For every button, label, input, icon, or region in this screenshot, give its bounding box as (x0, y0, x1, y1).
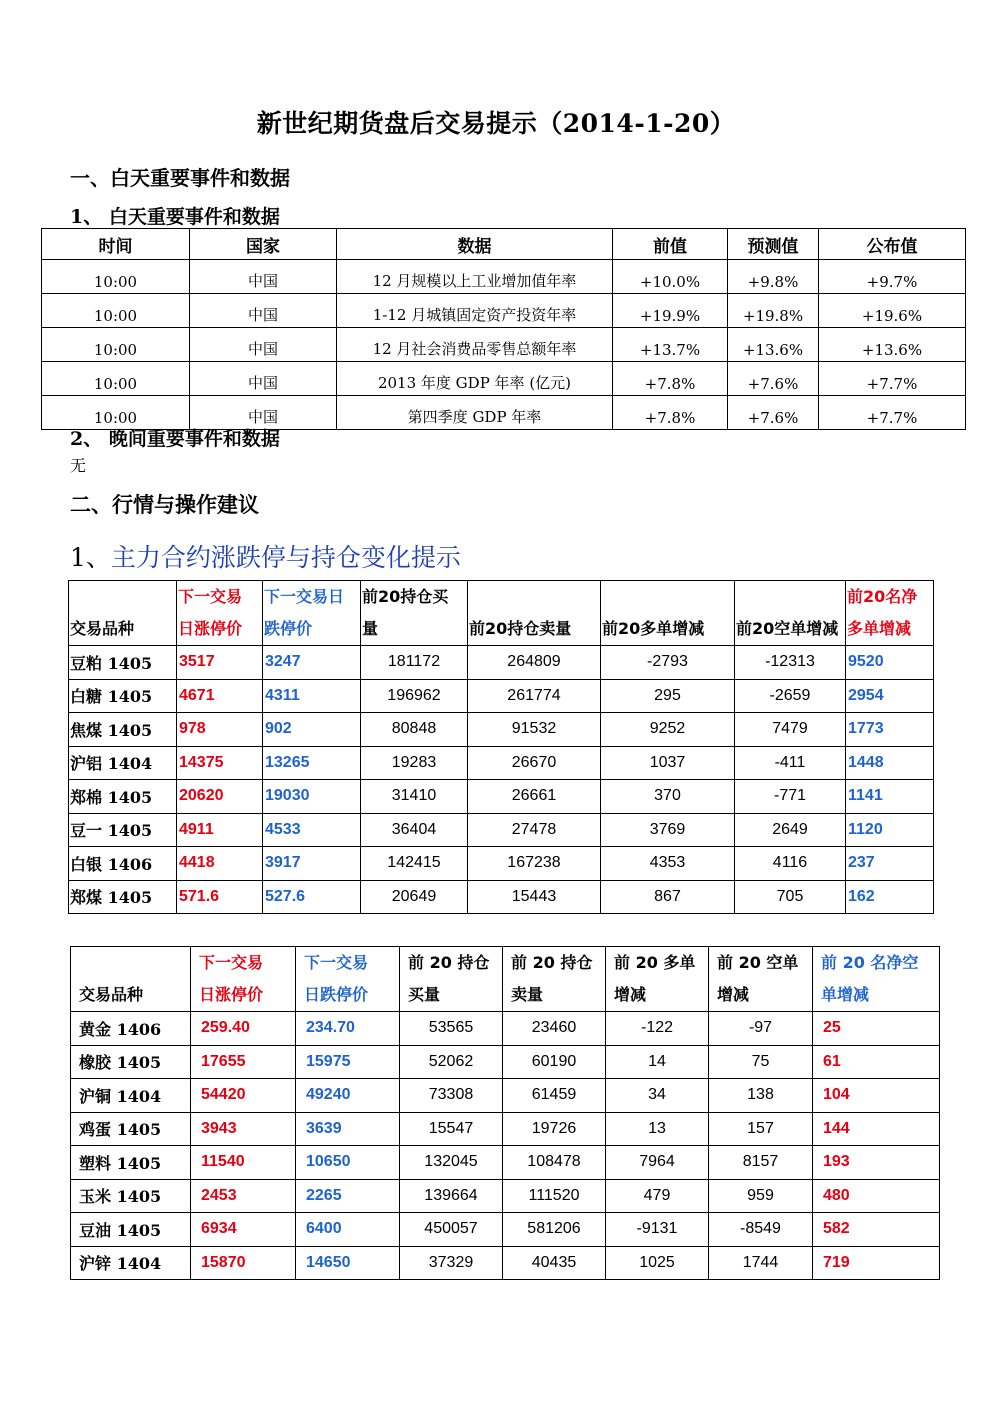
top20-short-change-cell: 138 (709, 1079, 813, 1113)
section2-sub1 (70, 538, 461, 574)
top20-sell-cell: 581206 (503, 1213, 606, 1247)
top20-net-change-cell: 719 (813, 1246, 940, 1280)
events-cell-data: 1-12 月城镇固定资产投资年率 (337, 294, 613, 328)
limit-down-cell: 13265 (263, 746, 361, 780)
limit-up-cell: 3517 (177, 646, 263, 680)
top20-long-change-cell: 370 (601, 780, 735, 814)
t1-header-down: 下一交易日 跌停价 (263, 581, 361, 646)
top20-buy-cell: 73308 (400, 1079, 503, 1113)
events-cell-country: 中国 (190, 328, 337, 362)
events-header-previous: 前值 (613, 229, 728, 260)
contract-cell: 焦煤 1405 (69, 713, 177, 747)
section2-sub1-number: 1、 (70, 543, 111, 572)
events-cell-forecast: +7.6% (728, 396, 819, 430)
limit-up-cell: 4911 (177, 813, 263, 847)
top20-buy-cell: 450057 (400, 1213, 503, 1247)
contract-cell: 白糖 1405 (69, 679, 177, 713)
top20-sell-cell: 27478 (468, 813, 601, 847)
events-cell-data: 第四季度 GDP 年率 (337, 396, 613, 430)
events-header-row (42, 229, 966, 260)
top20-sell-cell: 40435 (503, 1246, 606, 1280)
top20-buy-cell: 52062 (400, 1045, 503, 1079)
limit-down-cell: 527.6 (263, 880, 361, 914)
contract-cell: 橡胶 1405 (71, 1045, 191, 1079)
contract-cell: 豆一 1405 (69, 813, 177, 847)
top20-net-change-cell: 2954 (846, 679, 934, 713)
t1-header-short: 前20空单增减 (735, 581, 846, 646)
events-cell-previous: +7.8% (613, 362, 728, 396)
top20-sell-cell: 261774 (468, 679, 601, 713)
table-row (71, 1213, 940, 1247)
top20-short-change-cell: 959 (709, 1179, 813, 1213)
limit-up-cell: 3943 (191, 1112, 296, 1146)
top20-buy-cell: 132045 (400, 1146, 503, 1180)
contract-cell: 鸡蛋 1405 (71, 1112, 191, 1146)
events-cell-forecast: +13.6% (728, 328, 819, 362)
limit-down-cell: 10650 (296, 1146, 400, 1180)
top20-net-change-cell: 61 (813, 1045, 940, 1079)
events-cell-actual: +9.7% (819, 260, 966, 294)
top20-buy-cell: 15547 (400, 1112, 503, 1146)
events-row (42, 328, 966, 362)
top20-long-change-cell: -122 (606, 1012, 709, 1046)
top20-long-change-cell: 3769 (601, 813, 735, 847)
events-cell-previous: +19.9% (613, 294, 728, 328)
top20-long-change-cell: 295 (601, 679, 735, 713)
limit-table-1 (68, 580, 934, 914)
events-cell-time: 10:00 (42, 294, 190, 328)
section1-sub1: 1、 白天重要事件和数据 (70, 206, 280, 228)
top20-net-change-cell: 1141 (846, 780, 934, 814)
events-header-data: 数据 (337, 229, 613, 260)
top20-short-change-cell: 7479 (735, 713, 846, 747)
top20-net-change-cell: 1773 (846, 713, 934, 747)
top20-buy-cell: 53565 (400, 1012, 503, 1046)
contract-cell: 塑料 1405 (71, 1146, 191, 1180)
t2-header-down: 下一交易 日跌停价 (296, 947, 400, 1012)
top20-long-change-cell: 479 (606, 1179, 709, 1213)
table-row (69, 679, 934, 713)
top20-buy-cell: 36404 (361, 813, 468, 847)
top20-buy-cell: 19283 (361, 746, 468, 780)
t2-header-long: 前 20 多单 增减 (606, 947, 709, 1012)
limit-table-2-header-row (71, 947, 940, 1012)
table-row (69, 646, 934, 680)
top20-sell-cell: 264809 (468, 646, 601, 680)
top20-net-change-cell: 1448 (846, 746, 934, 780)
limit-up-cell: 259.40 (191, 1012, 296, 1046)
events-cell-country: 中国 (190, 362, 337, 396)
limit-down-cell: 234.70 (296, 1012, 400, 1046)
table-row (69, 713, 934, 747)
limit-up-cell: 11540 (191, 1146, 296, 1180)
t1-header-name: 交易品种 (69, 581, 177, 646)
events-cell-time: 10:00 (42, 260, 190, 294)
t1-header-up: 下一交易 日涨停价 (177, 581, 263, 646)
events-cell-data: 12 月社会消费品零售总额年率 (337, 328, 613, 362)
limit-down-cell: 3247 (263, 646, 361, 680)
contract-cell: 沪铜 1404 (71, 1079, 191, 1113)
events-cell-country: 中国 (190, 396, 337, 430)
contract-cell: 郑煤 1405 (69, 880, 177, 914)
top20-sell-cell: 111520 (503, 1179, 606, 1213)
t2-header-name: 交易品种 (71, 947, 191, 1012)
top20-sell-cell: 60190 (503, 1045, 606, 1079)
top20-buy-cell: 142415 (361, 847, 468, 881)
top20-sell-cell: 23460 (503, 1012, 606, 1046)
contract-cell: 豆油 1405 (71, 1213, 191, 1247)
t2-header-sell: 前 20 持仓 卖量 (503, 947, 606, 1012)
section1-heading: 一、白天重要事件和数据 (70, 166, 290, 190)
table-row (71, 1079, 940, 1113)
top20-long-change-cell: 9252 (601, 713, 735, 747)
table-row (69, 813, 934, 847)
top20-buy-cell: 31410 (361, 780, 468, 814)
top20-short-change-cell: -771 (735, 780, 846, 814)
t2-header-net: 前 20 名净空 单增减 (813, 947, 940, 1012)
top20-short-change-cell: -97 (709, 1012, 813, 1046)
top20-net-change-cell: 144 (813, 1112, 940, 1146)
top20-sell-cell: 26670 (468, 746, 601, 780)
table-row (71, 1012, 940, 1046)
top20-long-change-cell: 867 (601, 880, 735, 914)
contract-cell: 白银 1406 (69, 847, 177, 881)
section1-sub2: 2、 晚间重要事件和数据 (70, 428, 280, 450)
limit-down-cell: 2265 (296, 1179, 400, 1213)
top20-net-change-cell: 162 (846, 880, 934, 914)
limit-down-cell: 902 (263, 713, 361, 747)
events-cell-actual: +13.6% (819, 328, 966, 362)
top20-long-change-cell: 34 (606, 1079, 709, 1113)
contract-cell: 玉米 1405 (71, 1179, 191, 1213)
top20-sell-cell: 15443 (468, 880, 601, 914)
limit-down-cell: 15975 (296, 1045, 400, 1079)
events-cell-country: 中国 (190, 294, 337, 328)
events-cell-previous: +7.8% (613, 396, 728, 430)
events-cell-previous: +10.0% (613, 260, 728, 294)
limit-table-1-header-row (69, 581, 934, 646)
top20-buy-cell: 37329 (400, 1246, 503, 1280)
events-cell-forecast: +7.6% (728, 362, 819, 396)
limit-up-cell: 54420 (191, 1079, 296, 1113)
top20-short-change-cell: -12313 (735, 646, 846, 680)
t1-header-long: 前20多单增减 (601, 581, 735, 646)
table-row (69, 847, 934, 881)
top20-short-change-cell: -411 (735, 746, 846, 780)
limit-down-cell: 3639 (296, 1112, 400, 1146)
top20-buy-cell: 20649 (361, 880, 468, 914)
limit-up-cell: 17655 (191, 1045, 296, 1079)
top20-buy-cell: 80848 (361, 713, 468, 747)
events-row (42, 260, 966, 294)
t1-header-sell: 前20持仓卖量 (468, 581, 601, 646)
events-cell-previous: +13.7% (613, 328, 728, 362)
table-row (69, 746, 934, 780)
events-header-time: 时间 (42, 229, 190, 260)
t2-header-buy: 前 20 持仓 买量 (400, 947, 503, 1012)
limit-up-cell: 20620 (177, 780, 263, 814)
events-header-forecast: 预测值 (728, 229, 819, 260)
table-row (71, 1112, 940, 1146)
top20-sell-cell: 61459 (503, 1079, 606, 1113)
events-cell-time: 10:00 (42, 362, 190, 396)
events-cell-actual: +19.6% (819, 294, 966, 328)
limit-down-cell: 14650 (296, 1246, 400, 1280)
top20-sell-cell: 26661 (468, 780, 601, 814)
top20-long-change-cell: 1025 (606, 1246, 709, 1280)
events-cell-country: 中国 (190, 260, 337, 294)
limit-up-cell: 14375 (177, 746, 263, 780)
top20-sell-cell: 167238 (468, 847, 601, 881)
limit-down-cell: 6400 (296, 1213, 400, 1247)
top20-sell-cell: 91532 (468, 713, 601, 747)
top20-long-change-cell: 4353 (601, 847, 735, 881)
limit-up-cell: 4671 (177, 679, 263, 713)
limit-down-cell: 4533 (263, 813, 361, 847)
events-cell-time: 10:00 (42, 328, 190, 362)
top20-long-change-cell: 1037 (601, 746, 735, 780)
top20-long-change-cell: -9131 (606, 1213, 709, 1247)
events-cell-data: 12 月规模以上工业增加值年率 (337, 260, 613, 294)
events-cell-forecast: +19.8% (728, 294, 819, 328)
limit-up-cell: 978 (177, 713, 263, 747)
limit-up-cell: 4418 (177, 847, 263, 881)
limit-down-cell: 4311 (263, 679, 361, 713)
top20-short-change-cell: 75 (709, 1045, 813, 1079)
top20-net-change-cell: 25 (813, 1012, 940, 1046)
t1-header-net: 前20名净 多单增减 (846, 581, 934, 646)
table-row (71, 1045, 940, 1079)
events-row (42, 294, 966, 328)
t2-header-up: 下一交易 日涨停价 (191, 947, 296, 1012)
top20-short-change-cell: 8157 (709, 1146, 813, 1180)
table-row (69, 780, 934, 814)
top20-short-change-cell: 705 (735, 880, 846, 914)
top20-short-change-cell: 157 (709, 1112, 813, 1146)
top20-net-change-cell: 193 (813, 1146, 940, 1180)
limit-up-cell: 15870 (191, 1246, 296, 1280)
top20-buy-cell: 196962 (361, 679, 468, 713)
top20-short-change-cell: 1744 (709, 1246, 813, 1280)
limit-down-cell: 49240 (296, 1079, 400, 1113)
limit-up-cell: 6934 (191, 1213, 296, 1247)
top20-long-change-cell: 7964 (606, 1146, 709, 1180)
top20-net-change-cell: 582 (813, 1213, 940, 1247)
top20-net-change-cell: 480 (813, 1179, 940, 1213)
top20-net-change-cell: 1120 (846, 813, 934, 847)
events-cell-actual: +7.7% (819, 362, 966, 396)
limit-up-cell: 2453 (191, 1179, 296, 1213)
table-row (71, 1179, 940, 1213)
table-row (71, 1146, 940, 1180)
events-cell-forecast: +9.8% (728, 260, 819, 294)
contract-cell: 黄金 1406 (71, 1012, 191, 1046)
section1-sub2-text: 无 (70, 456, 87, 475)
events-table (41, 228, 966, 430)
t1-header-buy: 前20持仓买 量 (361, 581, 468, 646)
table-row (69, 880, 934, 914)
top20-buy-cell: 139664 (400, 1179, 503, 1213)
limit-down-cell: 3917 (263, 847, 361, 881)
t2-header-short: 前 20 空单 增减 (709, 947, 813, 1012)
section2-heading: 二、行情与操作建议 (70, 492, 259, 517)
page-title: 新世纪期货盘后交易提示（2014-1-20） (256, 109, 736, 138)
contract-cell: 郑棉 1405 (69, 780, 177, 814)
events-cell-actual: +7.7% (819, 396, 966, 430)
events-row (42, 362, 966, 396)
limit-up-cell: 571.6 (177, 880, 263, 914)
top20-sell-cell: 108478 (503, 1146, 606, 1180)
contract-cell: 豆粕 1405 (69, 646, 177, 680)
top20-long-change-cell: 13 (606, 1112, 709, 1146)
contract-cell: 沪锌 1404 (71, 1246, 191, 1280)
events-header-actual: 公布值 (819, 229, 966, 260)
top20-short-change-cell: 4116 (735, 847, 846, 881)
top20-short-change-cell: -2659 (735, 679, 846, 713)
table-row (71, 1246, 940, 1280)
events-header-country: 国家 (190, 229, 337, 260)
top20-net-change-cell: 9520 (846, 646, 934, 680)
limit-table-2 (70, 946, 940, 1280)
limit-down-cell: 19030 (263, 780, 361, 814)
top20-long-change-cell: -2793 (601, 646, 735, 680)
contract-cell: 沪铝 1404 (69, 746, 177, 780)
top20-net-change-cell: 104 (813, 1079, 940, 1113)
events-cell-data: 2013 年度 GDP 年率 (亿元) (337, 362, 613, 396)
top20-short-change-cell: -8549 (709, 1213, 813, 1247)
top20-short-change-cell: 2649 (735, 813, 846, 847)
section2-sub1-title: 主力合约涨跌停与持仓变化提示 (110, 543, 461, 572)
top20-long-change-cell: 14 (606, 1045, 709, 1079)
top20-net-change-cell: 237 (846, 847, 934, 881)
events-cell-time: 10:00 (42, 396, 190, 430)
top20-buy-cell: 181172 (361, 646, 468, 680)
top20-sell-cell: 19726 (503, 1112, 606, 1146)
